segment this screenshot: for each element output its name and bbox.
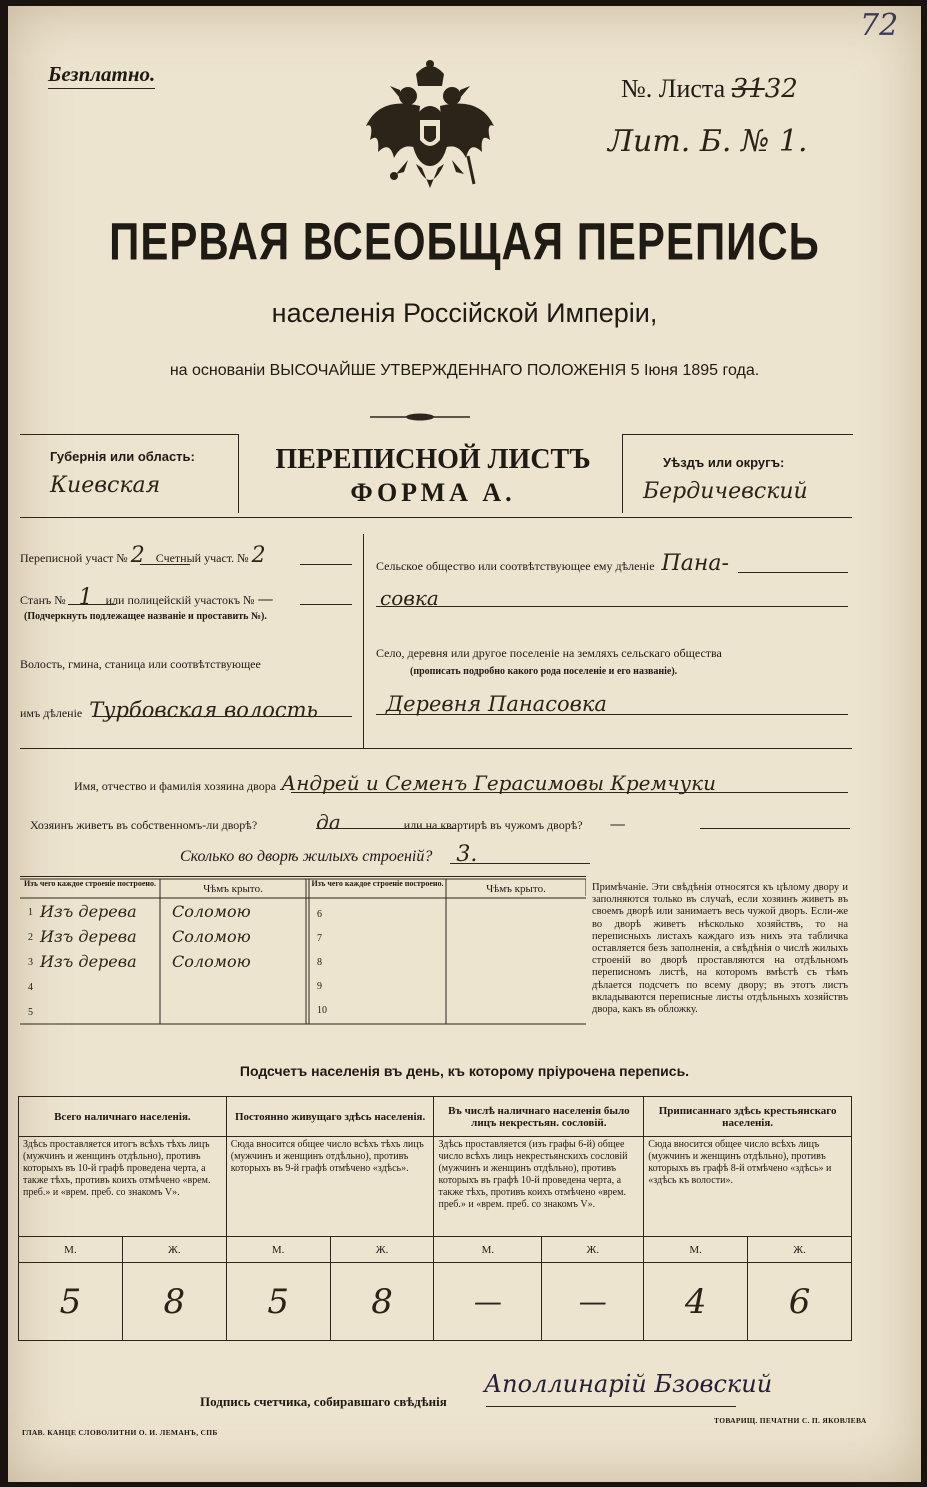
underline-note: (Подчеркнуть подлежащее названіе и проставить №). [24, 611, 267, 622]
sheet-number: №. Листа 3132 [621, 74, 798, 104]
building-row: 3 Изъ дерева Соломою [28, 952, 251, 971]
guberniya-value: Киевская [50, 473, 161, 498]
pop-desc-permanent: Сюда вносится общее число всѣхъ тѣхъ лицъ (мужчинъ и женщинъ отдѣльно), противъ которыхъ въ 9-й графѣ отмѣчено «здѣсь». [226, 1137, 434, 1237]
total-male: 5 [19, 1263, 123, 1341]
nonpeasant-male: — [434, 1263, 542, 1341]
col-material-header: Изъ чего каждое строеніе построено. [23, 879, 157, 888]
sheet-number-value: 32 [764, 74, 798, 104]
volost-field: имъ дѣленіе Турбовская волость [20, 698, 318, 722]
m-label: М. [644, 1237, 748, 1263]
m-label: М. [226, 1237, 330, 1263]
uezd-label: Уѣздъ или округъ: [663, 455, 785, 470]
form-subtitle: ФОРМА А. [350, 478, 516, 507]
society-field: Сельское общество или соотвѣтствующее ему дѣленіе Пана- [376, 551, 729, 576]
building-row: 8 [317, 957, 322, 968]
pop-header-permanent: Постоянно живущаго здѣсь населенія. [226, 1097, 434, 1137]
form-title: ПЕРЕПИСНОЙ ЛИСТЪ [275, 444, 591, 475]
f-label: Ж. [122, 1237, 226, 1263]
col-material-header-2: Изъ чего каждое строеніе построено. [311, 879, 444, 888]
building-row: 2 Изъ дерева Соломою [28, 927, 251, 946]
village-label: Село, деревня или другое поселеніе на земляхъ сельскаго общества [376, 646, 722, 660]
basis-line: на основаніи ВЫСОЧАЙШЕ УТВЕРЖДЕННАГО ПОЛОЖЕНІЯ 5 Іюня 1895 года. [169, 362, 760, 379]
pop-header-total: Всего наличнаго населенія. [19, 1097, 227, 1137]
f-label: Ж. [542, 1237, 644, 1263]
printer-left: ГЛАВ. КАНЦЕ СЛОВОЛИТНИ О. И. ЛЕМАНЪ, СПБ [22, 1428, 218, 1437]
buildings-table [20, 876, 586, 1026]
f-label: Ж. [748, 1237, 852, 1263]
society-value-cont: совка [380, 586, 439, 610]
subtitle: населенія Россійской Имперіи, [271, 298, 658, 328]
building-row: 6 [317, 909, 322, 920]
building-rows-right [309, 902, 446, 1022]
nonpeasant-female: — [542, 1263, 644, 1341]
lit-annotation: Лит. Б. № 1. [608, 124, 808, 159]
sheet-number-struck: 31 [731, 74, 765, 104]
pop-desc-nonpeasant: Здѣсь проставляется (изъ графы 6-й) общее число всѣхъ лицъ некрестьянскихъ сословій (мужчинъ и женщинъ отдѣльно), противъ которыхъ въ графѣ 10-й проведена черта, а также тѣхъ, противъ коихъ отмѣчено «врем. преб.» и «врем. преб. со знакомъ V». [434, 1137, 644, 1237]
m-label: М. [434, 1237, 542, 1263]
population-table [18, 1096, 852, 1341]
registered-male: 4 [644, 1263, 748, 1341]
free-label: Безплатно. [48, 62, 155, 89]
registered-female: 6 [748, 1263, 852, 1341]
pop-header-nonpeasant: Въ числѣ наличнаго населенія было лицъ некрестьян. сословій. [434, 1097, 644, 1137]
signature-label: Подпись счетчика, собиравшаго свѣдѣнія [200, 1394, 447, 1409]
village-note: (прописать подробно какого рода поселеніе и его названіе). [410, 666, 678, 677]
m-label: М. [19, 1237, 123, 1263]
corner-number: 72 [860, 8, 899, 43]
census-unit-field: Переписной участ № 2 Счетный участ. № 2 [20, 543, 266, 568]
building-row: 4 [28, 982, 33, 993]
col-roof-header: Чѣмъ крыто. [203, 883, 263, 895]
printer-right: ТОВАРИЩ. ПЕЧАТНИ С. П. ЯКОВЛЕВА [714, 1416, 867, 1425]
total-female: 8 [122, 1263, 226, 1341]
building-row: 7 [317, 933, 322, 944]
ornament-divider [370, 408, 470, 416]
main-title: ПЕРВАЯ ВСЕОБЩАЯ ПЕРЕПИСЬ [109, 212, 820, 271]
building-rows-left [20, 902, 306, 1027]
guberniya-label: Губернія или область: [50, 449, 195, 464]
divider [20, 517, 852, 518]
building-row: 5 [28, 1007, 33, 1018]
village-value: Деревня Панасовка [386, 692, 607, 716]
building-row: 10 [317, 1005, 327, 1016]
volost-label: Волость, гмина, станица или соотвѣтствующее [20, 657, 261, 671]
uezd-box [622, 434, 853, 513]
permanent-male: 5 [226, 1263, 330, 1341]
pop-header-registered: Приписаннаго здѣсь крестьянскаго населенія. [644, 1097, 852, 1137]
note-text: Примѣчаніе. Эти свѣдѣнія относятся къ цѣлому двору и заполняются только въ случаѣ, если хозяинъ живетъ въ своемъ дворѣ или занимаетъ весь чужой дворъ. Если-же во дворѣ живетъ нѣсколько хозяйствъ, то на переписныхъ листахъ каждаго изъ нихъ эта табличка оставляется безъ заполненія, а свѣдѣнія о числѣ жилыхъ строеній во дворѣ проставляются на отдѣльномъ переписномъ листѣ, на которомъ вмѣстѣ съ тѣмъ дѣлается подсчетъ по всему двору; въ этотъ листъ вкладываются переписные листы отдѣльныхъ хозяйствъ двора, какъ въ обложку. [592, 882, 848, 1016]
building-row: 9 [317, 981, 322, 992]
pop-desc-registered: Сюда вносится общее число всѣхъ лицъ (мужчинъ и женщинъ отдѣльно), противъ которыхъ въ графѣ 8-й отмѣчено «здѣсь» и «здѣсь къ волости». [644, 1137, 852, 1237]
uezd-value: Бердичевский [643, 479, 808, 504]
guberniya-box [20, 434, 239, 513]
buildings-field: Сколько во дворѣ жилыхъ строеній? 3. [180, 842, 478, 867]
col-roof-header-2: Чѣмъ крыто. [486, 883, 546, 895]
owner-field: Имя, отчество и фамилія хозяина двора Андрей и Семенъ Герасимовы Кремчуки [74, 771, 716, 795]
f-label: Ж. [330, 1237, 434, 1263]
census-sheet [8, 6, 921, 1482]
building-row: 1 Изъ дерева Соломою [28, 902, 251, 921]
double-headed-eagle-emblem [360, 56, 500, 206]
pop-desc-total: Здѣсь проставляется итогъ всѣхъ тѣхъ лицъ (мужчинъ и женщинъ отдѣльно), противъ которыхъ въ 10-й графѣ проведена черта, а также тѣхъ, противъ коихъ отмѣчено «врем. преб.» и «врем. преб. со знакомъ V». [19, 1137, 227, 1237]
population-title: Подсчетъ населенія въ день, къ которому пріурочена перепись. [239, 1063, 690, 1079]
permanent-female: 8 [330, 1263, 434, 1341]
stan-field: Станъ № 1 или полицейскій участокъ № — [20, 585, 274, 610]
signature-value: Аполлинарій Бзовский [484, 1370, 773, 1398]
residence-field: Хозяинъ живетъ въ собственномъ-ли дворѣ? да или на квартирѣ въ чужомъ дворѣ? — [30, 810, 626, 834]
